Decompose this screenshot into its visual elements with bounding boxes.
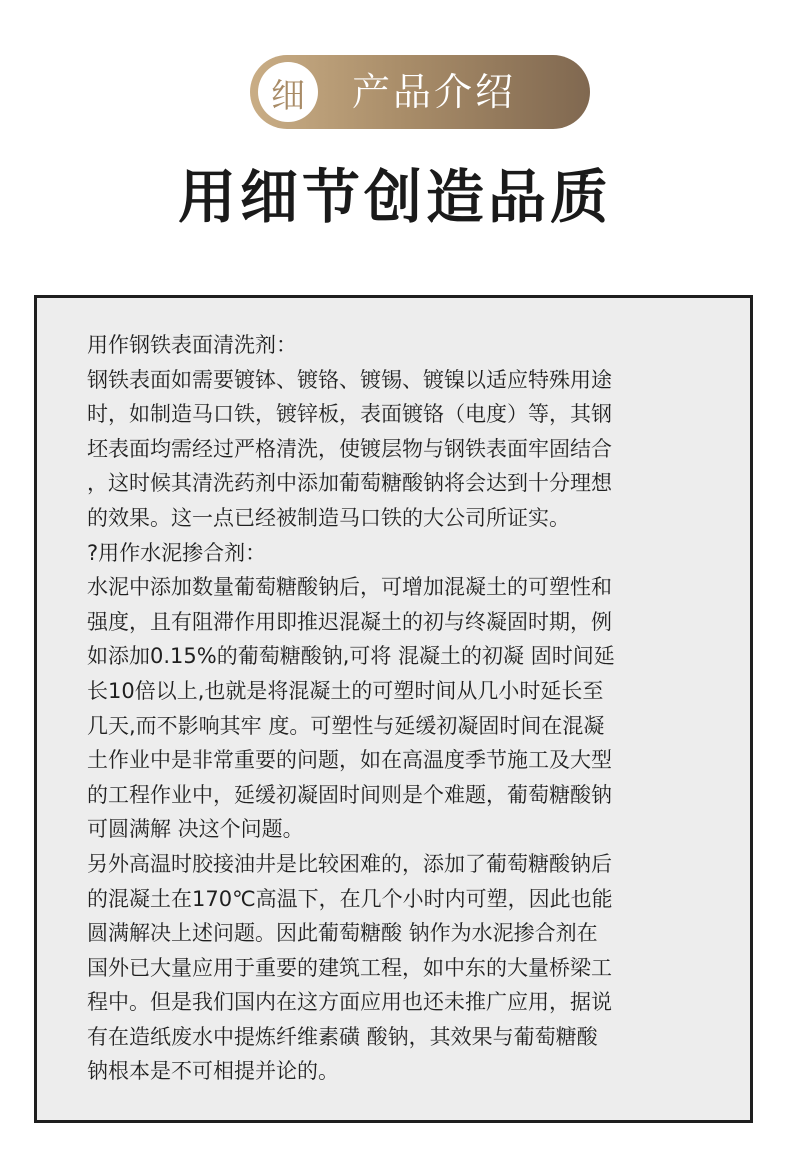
badge-char: 细 [271, 75, 305, 116]
page-title: 用细节创造品质 [177, 163, 612, 231]
paragraph-steel-cleaning: 钢铁表面如需要镀钵、镀铬、镀锡、镀镍以适应特殊用途 时，如制造马口铁，镀锌板，表面镀铬（电度）等，其钢 坯表面均需经过严格清洗，使镀层物与钢铁表面牢固结合 ，这时候其清洗药剂中添加葡萄糖酸钠将会达到十分理想 的效果。这一点已经被制造马口铁的大公司所证实。 [87, 367, 612, 530]
content-text [87, 328, 707, 1089]
paragraph-cement-admixture: 水泥中添加数量葡萄糖酸钠后，可增加混凝土的可塑性和 强度，且有阻滞作用即推迟混凝土的初与终凝固时期，例 如添加0.15%的葡萄糖酸钠,可将 混凝土的初凝 固时间延 长10倍以上,也就是将混凝土的可塑时间从几小时延长至 几天,而不影响其牢 度。可塑性与延缓初凝固时间在混凝 土作业中是非常重要的问题，如在高温度季节施工及大型 的工程作业中，延缓初凝固时间则是个难题，葡萄糖酸钠 可圆满解 决这个问题。 [87, 575, 615, 842]
heading-cement-admixture: ?用作水泥掺合剂： [87, 540, 267, 565]
badge-label: 产品介绍 [352, 70, 517, 114]
paragraph-oil-well: 另外高温时胶接油井是比较困难的，添加了葡萄糖酸钠后 的混凝土在170℃高温下，在几个小时内可塑，因此也能 圆满解决上述问题。因此葡萄糖酸 钠作为水泥掺合剂在 国外已大量应用于重要的建筑工程，如中东的大量桥梁工 程中。但是我们国内在这方面应用也还未推广应用，据说 有在造纸废水中提炼纤维素磺 酸钠，其效果与葡萄糖酸 钠根本是不可相提并论的。 [87, 851, 613, 1084]
section-badge [250, 55, 590, 129]
heading-steel-cleaning: 用作钢铁表面清洗剂： [87, 333, 297, 357]
content-box [34, 295, 753, 1123]
badge-circle [258, 62, 318, 122]
